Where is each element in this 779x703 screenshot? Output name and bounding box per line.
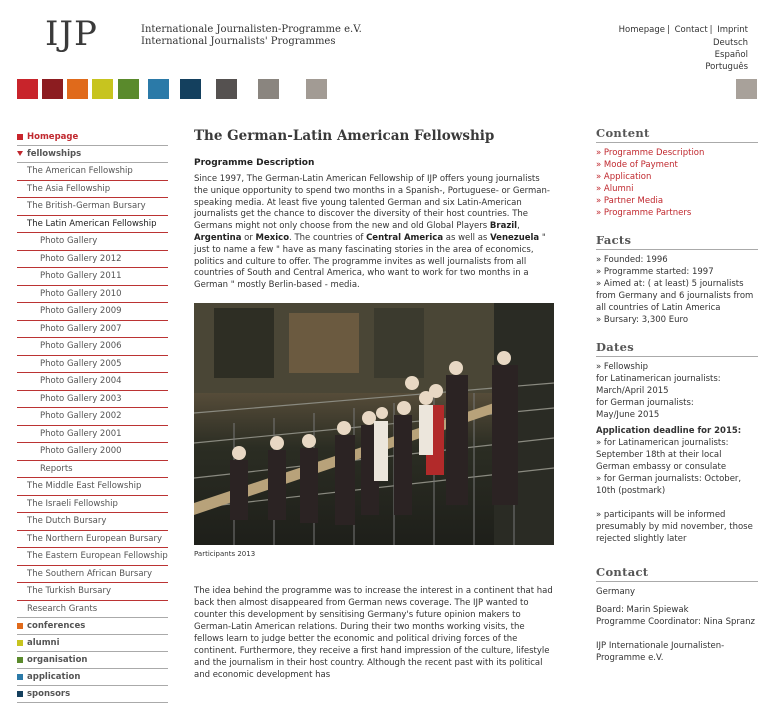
dates-deadline-latin: » for Latinamerican journalists: September 18th at their local German embassy or consulate bbox=[596, 438, 729, 472]
dates-heading: Dates bbox=[596, 340, 635, 354]
nav-subitem[interactable]: Reports bbox=[17, 461, 168, 479]
content-link-programme-description[interactable]: » Programme Description bbox=[596, 148, 705, 158]
fact-bursary: » Bursary: 3,300 Euro bbox=[596, 315, 689, 325]
organisation-name bbox=[141, 24, 362, 48]
nav-alumni-label: alumni bbox=[27, 638, 60, 648]
nav-item-british-german[interactable]: The British-German Bursary bbox=[17, 198, 168, 216]
dates-notification: » participants will be informed presumably by mid november, those rejected slightly later bbox=[596, 510, 753, 544]
nav-subitem[interactable]: Photo Gallery 2000 bbox=[17, 443, 168, 461]
nav-application[interactable] bbox=[17, 669, 168, 686]
nav-subitem[interactable]: Photo Gallery bbox=[17, 233, 168, 251]
content-link-programme-partners[interactable]: » Programme Partners bbox=[596, 208, 692, 218]
nav-subitem[interactable]: Photo Gallery 2002 bbox=[17, 408, 168, 426]
nav-subitem[interactable]: Photo Gallery 2012 bbox=[17, 251, 168, 269]
homepage-link[interactable]: Homepage bbox=[618, 25, 665, 35]
nav-subitem[interactable]: Photo Gallery 2006 bbox=[17, 338, 168, 356]
photo-caption: Participants 2013 bbox=[194, 549, 256, 558]
group-photo-image bbox=[194, 303, 554, 545]
lang-espanol[interactable]: Español bbox=[714, 50, 748, 60]
dates-fellowship: » Fellowship for Latinamerican journalists: March/April 2015 for German journalists: May/June 2015 bbox=[596, 362, 721, 420]
bullet-icon bbox=[17, 623, 23, 629]
nav-subitem[interactable]: Photo Gallery 2004 bbox=[17, 373, 168, 391]
bullet-icon bbox=[17, 657, 23, 663]
ijp-logo[interactable]: IJP bbox=[45, 14, 98, 54]
content-heading: Content bbox=[596, 126, 650, 140]
nav-item-latin-american[interactable]: The Latin American Fellowship bbox=[17, 216, 168, 234]
color-square bbox=[67, 79, 88, 99]
nav-subitem[interactable]: Photo Gallery 2009 bbox=[17, 303, 168, 321]
contact-board: Board: Marin Spiewak bbox=[596, 605, 689, 615]
contact-link[interactable]: Contact bbox=[674, 25, 708, 35]
nav-alumni[interactable] bbox=[17, 635, 168, 652]
group-photo bbox=[194, 303, 554, 545]
content-link-alumni[interactable]: » Alumni bbox=[596, 184, 634, 194]
nav-item-american[interactable]: The American Fellowship bbox=[17, 163, 168, 181]
divider bbox=[596, 142, 758, 143]
nav-subitem[interactable]: Photo Gallery 2005 bbox=[17, 356, 168, 374]
color-square bbox=[306, 79, 327, 99]
nav-subitem[interactable]: Photo Gallery 2003 bbox=[17, 391, 168, 409]
intro-paragraph: Since 1997, The German-Latin American Fellowship of IJP offers young journalists the unique opportunity to spend two months in a Spanish-, Portuguese- or German-speaking media. At least five young talented German and six Latin-American journalists get the chance to discover the diversity of their host countries. The Germans might not only choose from the new and old Global Players Brazil, Argentina or Mexico. The countries of Central America as well as Venezuela " just to name a few " have as many fascinating stories in the area of economics, politics and culture to offer. The programme invites as well journalists from all countries of South and Central America, who want to work for two months in a German " mostly Berlin-based - media. bbox=[194, 174, 550, 291]
nav-item-dutch[interactable]: The Dutch Bursary bbox=[17, 513, 168, 531]
content-link-mode-of-payment[interactable]: » Mode of Payment bbox=[596, 160, 678, 170]
color-square bbox=[118, 79, 139, 99]
nav-subitem[interactable]: Photo Gallery 2010 bbox=[17, 286, 168, 304]
main-content bbox=[194, 128, 556, 689]
contact-country: Germany bbox=[596, 587, 636, 597]
nav-item-eastern-european[interactable]: The Eastern European Fellowship bbox=[17, 548, 168, 566]
nav-item-northern-european[interactable]: The Northern European Bursary bbox=[17, 531, 168, 549]
bullet-icon bbox=[17, 134, 23, 140]
color-square bbox=[216, 79, 237, 99]
fact-founded: » Founded: 1996 bbox=[596, 255, 668, 265]
content-link-application[interactable]: » Application bbox=[596, 172, 652, 182]
content-link-partner-media[interactable]: » Partner Media bbox=[596, 196, 664, 206]
bullet-icon bbox=[17, 674, 23, 680]
org-name-en: International Journalists' Programmes bbox=[141, 36, 336, 47]
nav-homepage[interactable] bbox=[17, 129, 168, 146]
nav-subitem[interactable]: Photo Gallery 2011 bbox=[17, 268, 168, 286]
top-links: Homepage | Contact | Imprint bbox=[618, 25, 748, 35]
divider bbox=[596, 356, 758, 357]
color-square bbox=[148, 79, 169, 99]
color-square bbox=[17, 79, 38, 99]
nav-item-israeli[interactable]: The Israeli Fellowship bbox=[17, 496, 168, 514]
divider bbox=[596, 581, 758, 582]
color-square bbox=[258, 79, 279, 99]
color-square bbox=[92, 79, 113, 99]
sidebar-nav bbox=[17, 129, 168, 703]
nav-item-asia[interactable]: The Asia Fellowship bbox=[17, 181, 168, 199]
nav-conferences[interactable] bbox=[17, 618, 168, 635]
nav-organisation[interactable] bbox=[17, 652, 168, 669]
page-title: The German-Latin American Fellowship bbox=[194, 128, 495, 144]
bullet-icon bbox=[17, 640, 23, 646]
facts-heading: Facts bbox=[596, 233, 632, 247]
nav-conferences-label: conferences bbox=[27, 621, 86, 631]
bullet-icon bbox=[17, 691, 23, 697]
section-heading: Programme Description bbox=[194, 158, 315, 168]
nav-item-southern-african[interactable]: The Southern African Bursary bbox=[17, 566, 168, 584]
language-links bbox=[705, 37, 748, 73]
nav-homepage-label: Homepage bbox=[27, 132, 79, 142]
nav-item-middle-east[interactable]: The Middle East Fellowship bbox=[17, 478, 168, 496]
triangle-down-icon bbox=[17, 151, 23, 156]
nav-organisation-label: organisation bbox=[27, 655, 88, 665]
nav-subitem[interactable]: Photo Gallery 2007 bbox=[17, 321, 168, 339]
org-name-de: Internationale Journalisten-Programme e.V. bbox=[141, 24, 362, 35]
imprint-link[interactable]: Imprint bbox=[717, 25, 748, 35]
contact-heading: Contact bbox=[596, 565, 649, 579]
nav-fellowships[interactable] bbox=[17, 146, 168, 163]
lang-portugues[interactable]: Português bbox=[705, 62, 748, 72]
nav-fellowships-label: fellowships bbox=[27, 149, 82, 159]
nav-sponsors[interactable] bbox=[17, 686, 168, 703]
color-square bbox=[42, 79, 63, 99]
nav-application-label: application bbox=[27, 672, 81, 682]
nav-item-research-grants[interactable]: Research Grants bbox=[17, 601, 168, 619]
color-square bbox=[180, 79, 201, 99]
nav-sponsors-label: sponsors bbox=[27, 689, 71, 699]
dates-deadline-label: Application deadline for 2015: bbox=[596, 426, 742, 436]
fact-started: » Programme started: 1997 bbox=[596, 267, 714, 277]
nav-subitem[interactable]: Photo Gallery 2001 bbox=[17, 426, 168, 444]
contact-coordinator: Programme Coordinator: Nina Spranz bbox=[596, 617, 755, 627]
second-paragraph: The idea behind the programme was to increase the interest in a continent that had back then almost disappeared from German news coverage. The IJP wanted to counter this development by sensitising Germany's future opinion makers to German-Latin American relations. During their two months working visits, the fellows learn to judge better the economic and political driving forces of the continent. Furthermore, they receive a first hand impression of the culture, lifestyle and the journalism in their host country. Although the recent past with its political and economic development has bbox=[194, 585, 553, 680]
right-sidebar bbox=[596, 126, 758, 664]
divider bbox=[596, 249, 758, 250]
lang-deutsch[interactable]: Deutsch bbox=[713, 38, 748, 48]
nav-item-turkish[interactable]: The Turkish Bursary bbox=[17, 583, 168, 601]
dates-deadline-german: » for German journalists: October, 10th (postmark) bbox=[596, 474, 742, 496]
color-bar bbox=[17, 79, 779, 99]
color-square bbox=[736, 79, 757, 99]
fact-aimed-at: » Aimed at: ( at least) 5 journalists from Germany and 6 journalists from all countries of Latin America bbox=[596, 279, 754, 313]
contact-organisation: IJP Internationale Journalisten-Programme e.V. bbox=[596, 641, 725, 663]
